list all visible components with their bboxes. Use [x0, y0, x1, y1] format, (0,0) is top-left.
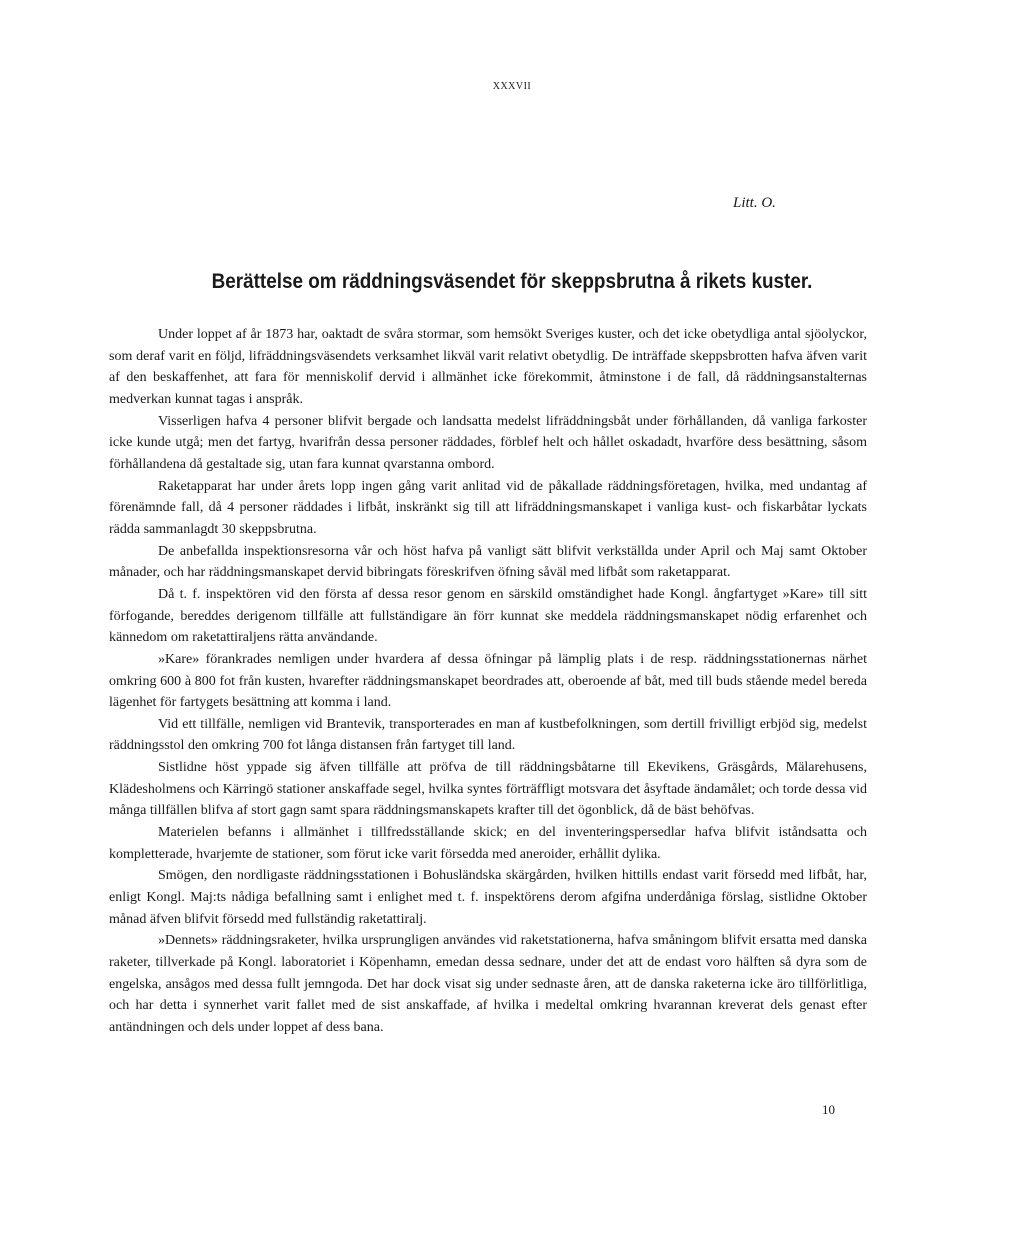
paragraph: Under loppet af år 1873 har, oaktadt de svåra stormar, som hemsökt Sveriges kuster, och det icke obetydliga antal sjöolyckor, som deraf varit en följd, lifräddningsväsendets verksamhet likväl varit relativt obetydlig. De inträffade skeppsbrotten hafva äfven varit af den beskaffenhet, att fara för menniskolif dervid i allmänhet icke förekommit, åtminstone i de fall, då räddningsanstalternas medverkan kunnat tagas i anspråk.: [109, 327, 867, 407]
document-title: Berättelse om räddningsväsendet för skeppsbrutna å rikets kuster.: [211, 270, 813, 293]
appendix-reference: Litt. O.: [733, 195, 776, 211]
paragraph: Visserligen hafva 4 personer blifvit bergade och landsatta medelst lifräddningsbåt under förhållanden, då vanliga farkoster icke kunde utgå; men det fartyg, hvarifrån dessa personer räddades, förblef helt och hållet oskadadt, hvarföre dess besättning, såsom förhållandena då gestaltade sig, utan fara kunnat qvarstanna ombord.: [109, 413, 867, 472]
paragraph: Sistlidne höst yppade sig äfven tillfälle att pröfva de till räddningsbåtarne till Ekevikens, Gräsgårds, Mälarehusens, Klädesholmens och Kärringö stationer anskaffade segel, hvilka syntes förträffligt motsvara det åsyftade ändamålet; och torde dessa vid många tillfällen blifva af stort gagn samt spara räddningsmanskapets krafter till det ögonblick, då de bäst behöfvas.: [109, 760, 867, 819]
paragraph: Då t. f. inspektören vid den första af dessa resor genom en särskild omständighet hade Kongl. ångfartyget »Kare» till sitt förfogande, bereddes derigenom tillfälle att fullständigare än förr kunnat ske meddela räddningsmanskapet nödig erfarenhet och kännedom om raketattiraljens rätta användande.: [109, 586, 867, 646]
paragraph: De anbefallda inspektionsresorna vår och höst hafva på vanligt sätt blifvit verkställda under April och Maj samt Oktober månader, och har räddningsmanskapet dervid bibringats föreskrifven öfning såväl med lifbåt som raketapparat.: [109, 543, 867, 581]
paragraph: Smögen, den nordligaste räddningsstationen i Bohusländska skärgården, hvilken hittills endast varit försedd med lifbåt, har, enligt Kongl. Maj:ts nådiga befallning samt i enlighet med t. f. inspektörens derom afgifna underdåniga förslag, sistlidne Oktober månad äfven blifvit försedd med fullständig raketattiralj.: [109, 868, 867, 927]
page-number: XXXVII: [492, 81, 532, 92]
paragraph: Raketapparat har under årets lopp ingen gång varit anlitad vid de påkallade räddningsföretagen, hvilka, med undantag af förenämnde fall, då 4 personer räddades i lifbåt, inskränkt sig till att lifräddningsmanskapet i vanliga kust- och fiskarbåtar lyckats rädda sammanlagdt 30 skeppsbrutna.: [109, 478, 867, 537]
paragraph: Materielen befanns i allmänhet i tillfredsställande skick; en del inventeringspersedlar hafva blifvit iståndsatta och kompletterade, hvarjemte de stationer, som förut icke varit försedda med aneroider, erhållit dylika.: [109, 825, 867, 862]
paragraph: Vid ett tillfälle, nemligen vid Brantevik, transporterades en man af kustbefolkningen, som dertill frivilligt erbjöd sig, medelst räddningsstol den omkring 700 fot långa distansen från fartyget till land.: [109, 716, 867, 754]
body-text: [109, 324, 867, 1039]
sheet-number: 10: [822, 1102, 835, 1117]
paragraph: »Dennets» räddningsraketer, hvilka ursprungligen användes vid raketstationerna, hafva småningom blifvit ersatta med danska raketer, tillverkade på Kongl. laboratoriet i Köpenhamn, emedan dessa sednare, under det att de endast voro hälften så dyra som de engelska, ansågos med dessa fullt jemngoda. Det har dock visat sig under sednaste åren, att de danska raketerna icke äro tillförlitliga, och har detta i synnerhet varit fallet med de sist anskaffade, af hvilka i medeltal omkring hvarannan kreverat dels genast efter antändningen och dels under loppet af dess bana.: [109, 933, 867, 1035]
paragraph: »Kare» förankrades nemligen under hvardera af dessa öfningar på lämplig plats i de resp. räddningsstationernas närhet omkring 600 à 800 fot från kusten, hvarefter räddningsmanskapet beordrades att, oberoende af båt, med till buds stående medel bereda lägenhet för fartygets besättning att komma i land.: [109, 651, 867, 711]
